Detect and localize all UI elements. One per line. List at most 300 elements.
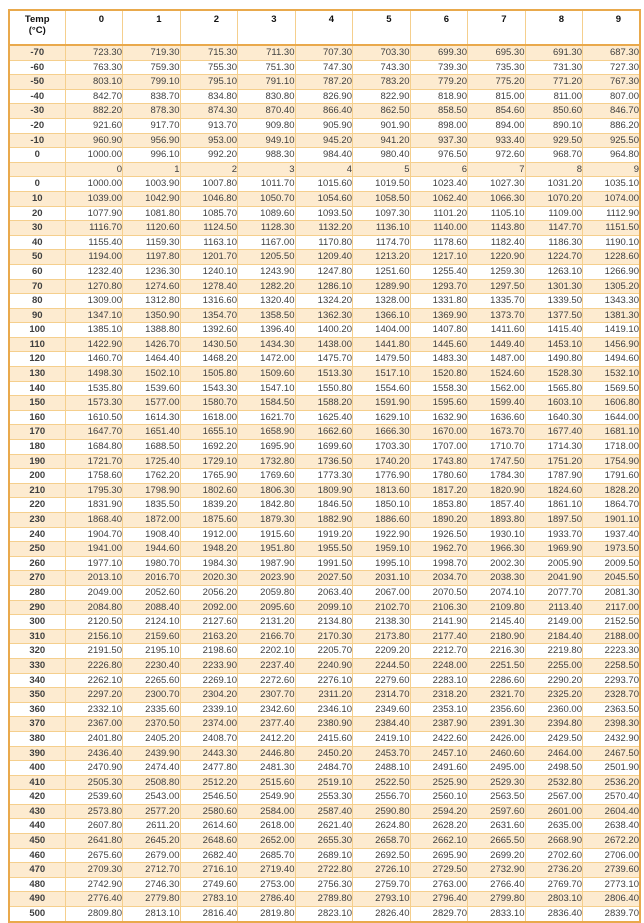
value-cell: 2038.30: [468, 571, 526, 586]
value-cell: 2749.60: [180, 877, 238, 892]
temp-cell: 110: [9, 337, 65, 352]
value-cell: 894.00: [468, 118, 526, 133]
value-cell: 2806.40: [583, 892, 641, 907]
value-cell: 1991.50: [295, 556, 353, 571]
value-cell: 2394.80: [525, 717, 583, 732]
value-cell: 2314.70: [353, 688, 411, 703]
table-row: [9, 89, 640, 104]
value-cell: 2279.60: [353, 673, 411, 688]
value-cell: 1915.60: [238, 527, 296, 542]
value-cell: 1112.90: [583, 206, 641, 221]
value-cell: 2529.30: [468, 775, 526, 790]
mid-header-cell: 8: [525, 162, 583, 177]
value-cell: 2023.90: [238, 571, 296, 586]
value-cell: 1120.60: [123, 221, 181, 236]
value-cell: 1718.00: [583, 440, 641, 455]
table-row: [9, 819, 640, 834]
value-cell: 1658.90: [238, 425, 296, 440]
value-cell: 1000.00: [65, 177, 123, 192]
value-cell: 1995.10: [353, 556, 411, 571]
value-cell: 2391.30: [468, 717, 526, 732]
value-cell: 695.30: [468, 45, 526, 60]
value-cell: 2539.60: [65, 790, 123, 805]
value-cell: 1831.90: [65, 498, 123, 513]
value-cell: 1922.90: [353, 527, 411, 542]
value-cell: 2269.10: [180, 673, 238, 688]
value-cell: 1240.10: [180, 264, 238, 279]
value-cell: 1197.80: [123, 250, 181, 265]
value-cell: 743.30: [353, 60, 411, 75]
value-cell: 775.20: [468, 75, 526, 90]
value-cell: 1795.30: [65, 483, 123, 498]
value-cell: 1966.30: [468, 542, 526, 557]
value-cell: 1331.80: [410, 294, 468, 309]
value-cell: 2374.00: [180, 717, 238, 732]
value-cell: 1031.20: [525, 177, 583, 192]
table-row: [9, 250, 640, 265]
value-cell: 2799.80: [468, 892, 526, 907]
value-cell: 2283.10: [410, 673, 468, 688]
value-cell: 1468.20: [180, 352, 238, 367]
value-cell: 1977.10: [65, 556, 123, 571]
value-cell: 2621.40: [295, 819, 353, 834]
table-row: [9, 469, 640, 484]
value-cell: 783.20: [353, 75, 411, 90]
value-cell: 2384.40: [353, 717, 411, 732]
temp-cell: 380: [9, 731, 65, 746]
value-cell: 2422.60: [410, 731, 468, 746]
value-cell: 1186.30: [525, 235, 583, 250]
value-cell: 1951.80: [238, 542, 296, 557]
value-cell: 1301.30: [525, 279, 583, 294]
value-cell: 2276.10: [295, 673, 353, 688]
value-cell: 2049.00: [65, 585, 123, 600]
value-cell: 1973.50: [583, 542, 641, 557]
value-cell: 2648.60: [180, 834, 238, 849]
mid-header-cell: 2: [180, 162, 238, 177]
value-cell: 1309.00: [65, 294, 123, 309]
value-cell: 731.30: [525, 60, 583, 75]
value-cell: 1640.30: [525, 410, 583, 425]
value-cell: 1879.30: [238, 513, 296, 528]
value-cell: 2692.50: [353, 848, 411, 863]
value-cell: 2041.90: [525, 571, 583, 586]
value-cell: 1163.10: [180, 235, 238, 250]
value-cell: 2027.50: [295, 571, 353, 586]
table-row: [9, 761, 640, 776]
value-cell: 2156.10: [65, 629, 123, 644]
value-cell: 1535.80: [65, 381, 123, 396]
value-cell: 1662.60: [295, 425, 353, 440]
value-cell: 862.50: [353, 104, 411, 119]
value-cell: 1039.00: [65, 191, 123, 206]
value-cell: 1381.30: [583, 308, 641, 323]
value-cell: 1765.90: [180, 469, 238, 484]
temp-cell: -20: [9, 118, 65, 133]
col-header-cell: 4: [295, 10, 353, 45]
value-cell: 984.40: [295, 148, 353, 163]
table-row: [9, 264, 640, 279]
value-cell: 1289.90: [353, 279, 411, 294]
value-cell: 2460.60: [468, 746, 526, 761]
value-cell: 1081.80: [123, 206, 181, 221]
value-cell: 2367.00: [65, 717, 123, 732]
value-cell: 882.20: [65, 104, 123, 119]
value-cell: 2553.30: [295, 790, 353, 805]
value-cell: 2641.80: [65, 834, 123, 849]
value-cell: 1732.80: [238, 454, 296, 469]
value-cell: 1550.80: [295, 381, 353, 396]
temp-cell: 140: [9, 381, 65, 396]
value-cell: 1347.10: [65, 308, 123, 323]
value-cell: 1400.20: [295, 323, 353, 338]
value-cell: 2120.50: [65, 615, 123, 630]
value-cell: 1449.40: [468, 337, 526, 352]
temp-cell: 440: [9, 819, 65, 834]
value-cell: 1074.00: [583, 191, 641, 206]
value-cell: 2195.10: [123, 644, 181, 659]
value-cell: 1407.80: [410, 323, 468, 338]
table-row: [9, 688, 640, 703]
value-cell: 1908.40: [123, 527, 181, 542]
value-cell: 1263.10: [525, 264, 583, 279]
value-cell: 2300.70: [123, 688, 181, 703]
value-cell: 2597.60: [468, 804, 526, 819]
value-cell: 2084.80: [65, 600, 123, 615]
table-row: [9, 556, 640, 571]
value-cell: 1464.40: [123, 352, 181, 367]
value-cell: 1479.50: [353, 352, 411, 367]
temp-cell: 490: [9, 892, 65, 907]
value-cell: 1710.70: [468, 440, 526, 455]
value-cell: 1101.20: [410, 206, 468, 221]
value-cell: 2063.40: [295, 585, 353, 600]
table-row: [9, 746, 640, 761]
temp-cell: -60: [9, 60, 65, 75]
value-cell: 2753.00: [238, 877, 296, 892]
value-cell: 1019.50: [353, 177, 411, 192]
value-cell: 1524.60: [468, 367, 526, 382]
value-cell: 2342.60: [238, 702, 296, 717]
value-cell: 1286.10: [295, 279, 353, 294]
value-cell: 972.60: [468, 148, 526, 163]
table-header: [9, 10, 640, 45]
temp-cell: 80: [9, 294, 65, 309]
value-cell: 1692.20: [180, 440, 238, 455]
value-cell: 2212.70: [410, 644, 468, 659]
table-row: [9, 337, 640, 352]
value-cell: 2360.00: [525, 702, 583, 717]
table-row: [9, 294, 640, 309]
temp-cell: -40: [9, 89, 65, 104]
value-cell: 1415.40: [525, 323, 583, 338]
value-cell: 1209.40: [295, 250, 353, 265]
temp-cell: 40: [9, 235, 65, 250]
temp-cell: 60: [9, 264, 65, 279]
value-cell: 826.90: [295, 89, 353, 104]
value-cell: 874.30: [180, 104, 238, 119]
temp-cell: 400: [9, 761, 65, 776]
value-cell: 1824.60: [525, 483, 583, 498]
value-cell: 964.80: [583, 148, 641, 163]
value-cell: 1673.70: [468, 425, 526, 440]
temp-cell: 10: [9, 191, 65, 206]
value-cell: 2255.00: [525, 658, 583, 673]
temp-cell: 300: [9, 615, 65, 630]
value-cell: 1494.60: [583, 352, 641, 367]
table-row: [9, 542, 640, 557]
value-cell: 1453.10: [525, 337, 583, 352]
value-cell: 1335.70: [468, 294, 526, 309]
temp-cell: 220: [9, 498, 65, 513]
table-wrap: [8, 9, 641, 923]
value-cell: 1136.10: [353, 221, 411, 236]
value-cell: 2519.10: [295, 775, 353, 790]
mid-header-cell: 3: [238, 162, 296, 177]
value-cell: 2304.20: [180, 688, 238, 703]
value-cell: 1116.70: [65, 221, 123, 236]
value-cell: 1599.40: [468, 396, 526, 411]
value-cell: 878.30: [123, 104, 181, 119]
value-cell: 711.30: [238, 45, 296, 60]
value-cell: 2813.10: [123, 907, 181, 922]
value-cell: 1015.60: [295, 177, 353, 192]
value-cell: 1725.40: [123, 454, 181, 469]
value-cell: 2237.40: [238, 658, 296, 673]
table-row: [9, 352, 640, 367]
value-cell: 2405.20: [123, 731, 181, 746]
value-cell: 988.30: [238, 148, 296, 163]
temp-cell: 460: [9, 848, 65, 863]
value-cell: 2307.70: [238, 688, 296, 703]
value-cell: 2173.80: [353, 629, 411, 644]
table-row: [9, 440, 640, 455]
value-cell: 1714.30: [525, 440, 583, 455]
value-cell: 2293.70: [583, 673, 641, 688]
value-cell: 1747.50: [468, 454, 526, 469]
value-cell: 1743.80: [410, 454, 468, 469]
value-cell: 1007.80: [180, 177, 238, 192]
value-cell: 1089.60: [238, 206, 296, 221]
value-cell: 976.50: [410, 148, 468, 163]
value-cell: 2106.30: [410, 600, 468, 615]
value-cell: 2205.70: [295, 644, 353, 659]
value-cell: 1509.60: [238, 367, 296, 382]
temp-cell: 500: [9, 907, 65, 922]
mid-header-cell: 0: [65, 162, 123, 177]
temp-cell: 480: [9, 877, 65, 892]
value-cell: 2756.30: [295, 877, 353, 892]
value-cell: 1614.30: [123, 410, 181, 425]
value-cell: 2488.10: [353, 761, 411, 776]
value-cell: 2081.30: [583, 585, 641, 600]
value-cell: 1396.40: [238, 323, 296, 338]
value-cell: 2495.00: [468, 761, 526, 776]
value-cell: 2141.90: [410, 615, 468, 630]
table-row: [9, 206, 640, 221]
value-cell: 1528.30: [525, 367, 583, 382]
value-cell: 1228.60: [583, 250, 641, 265]
value-cell: 2662.10: [410, 834, 468, 849]
value-cell: 2826.40: [353, 907, 411, 922]
temp-cell: 260: [9, 556, 65, 571]
value-cell: 1236.30: [123, 264, 181, 279]
value-cell: 815.00: [468, 89, 526, 104]
value-cell: 2746.30: [123, 877, 181, 892]
table-row: [9, 644, 640, 659]
value-cell: 2188.00: [583, 629, 641, 644]
value-cell: 2321.70: [468, 688, 526, 703]
value-cell: 2675.60: [65, 848, 123, 863]
value-cell: 2335.60: [123, 702, 181, 717]
value-cell: 2726.10: [353, 863, 411, 878]
value-cell: 751.30: [238, 60, 296, 75]
value-cell: 1784.30: [468, 469, 526, 484]
value-cell: 1324.20: [295, 294, 353, 309]
value-cell: 2109.80: [468, 600, 526, 615]
value-cell: 2763.00: [410, 877, 468, 892]
value-cell: 803.10: [65, 75, 123, 90]
value-cell: 2265.60: [123, 673, 181, 688]
value-cell: 2702.60: [525, 848, 583, 863]
value-cell: 1502.10: [123, 367, 181, 382]
table-row: [9, 396, 640, 411]
value-cell: 2536.20: [583, 775, 641, 790]
value-cell: 727.30: [583, 60, 641, 75]
value-cell: 1035.10: [583, 177, 641, 192]
value-cell: 1373.70: [468, 308, 526, 323]
value-cell: 1758.60: [65, 469, 123, 484]
value-cell: 1097.30: [353, 206, 411, 221]
mid-header-cell: 4: [295, 162, 353, 177]
value-cell: 1621.70: [238, 410, 296, 425]
value-cell: 2611.20: [123, 819, 181, 834]
value-cell: 2387.90: [410, 717, 468, 732]
value-cell: 1861.10: [525, 498, 583, 513]
value-cell: 909.80: [238, 118, 296, 133]
value-cell: 2594.20: [410, 804, 468, 819]
value-cell: 1456.90: [583, 337, 641, 352]
value-cell: 2446.80: [238, 746, 296, 761]
value-cell: 771.20: [525, 75, 583, 90]
col-header-cell: 9: [583, 10, 641, 45]
value-cell: 2522.50: [353, 775, 411, 790]
value-cell: 1780.60: [410, 469, 468, 484]
value-cell: 2809.80: [65, 907, 123, 922]
temp-cell: 270: [9, 571, 65, 586]
value-cell: 941.20: [353, 133, 411, 148]
value-cell: 811.00: [525, 89, 583, 104]
value-cell: 1853.80: [410, 498, 468, 513]
value-cell: 2356.60: [468, 702, 526, 717]
value-cell: 2508.80: [123, 775, 181, 790]
value-cell: 2819.80: [238, 907, 296, 922]
value-cell: 1897.50: [525, 513, 583, 528]
value-cell: 2563.50: [468, 790, 526, 805]
value-cell: 1703.30: [353, 440, 411, 455]
value-cell: 1328.00: [353, 294, 411, 309]
value-cell: 1740.20: [353, 454, 411, 469]
value-cell: 2839.70: [583, 907, 641, 922]
value-cell: 2177.40: [410, 629, 468, 644]
value-cell: 2258.50: [583, 658, 641, 673]
value-cell: 1159.30: [123, 235, 181, 250]
value-cell: 1618.00: [180, 410, 238, 425]
value-cell: 2457.10: [410, 746, 468, 761]
temp-cell: 420: [9, 790, 65, 805]
value-cell: 2833.10: [468, 907, 526, 922]
value-cell: 2719.40: [238, 863, 296, 878]
value-cell: 1278.40: [180, 279, 238, 294]
value-cell: 735.30: [468, 60, 526, 75]
value-cell: 2370.50: [123, 717, 181, 732]
value-cell: 1926.50: [410, 527, 468, 542]
value-cell: 1085.70: [180, 206, 238, 221]
value-cell: 854.60: [468, 104, 526, 119]
value-cell: 2244.50: [353, 658, 411, 673]
value-cell: 2408.70: [180, 731, 238, 746]
temp-cell: -50: [9, 75, 65, 90]
value-cell: 1266.90: [583, 264, 641, 279]
temp-cell: 180: [9, 440, 65, 455]
value-cell: 747.30: [295, 60, 353, 75]
value-cell: 1539.60: [123, 381, 181, 396]
value-cell: 699.30: [410, 45, 468, 60]
value-cell: 1729.10: [180, 454, 238, 469]
value-cell: 2484.70: [295, 761, 353, 776]
value-cell: 2240.90: [295, 658, 353, 673]
value-cell: 2570.40: [583, 790, 641, 805]
table-row: [9, 658, 640, 673]
value-cell: 795.10: [180, 75, 238, 90]
value-cell: 2590.80: [353, 804, 411, 819]
value-cell: 2601.00: [525, 804, 583, 819]
value-cell: 2722.80: [295, 863, 353, 878]
table-row: [9, 615, 640, 630]
value-cell: 2786.40: [238, 892, 296, 907]
value-cell: 1959.10: [353, 542, 411, 557]
value-cell: 1419.10: [583, 323, 641, 338]
value-cell: 1839.20: [180, 498, 238, 513]
value-cell: 2016.70: [123, 571, 181, 586]
temp-cell: 450: [9, 834, 65, 849]
value-cell: 2349.60: [353, 702, 411, 717]
table-row: [9, 863, 640, 878]
value-cell: 2546.50: [180, 790, 238, 805]
value-cell: 2045.50: [583, 571, 641, 586]
value-cell: 2059.80: [238, 585, 296, 600]
table-body: [9, 45, 640, 922]
value-cell: 2580.60: [180, 804, 238, 819]
table-row: [9, 45, 640, 60]
value-cell: 2432.90: [583, 731, 641, 746]
value-cell: 996.10: [123, 148, 181, 163]
value-cell: 2467.50: [583, 746, 641, 761]
value-cell: 1251.60: [353, 264, 411, 279]
table-row: [9, 104, 640, 119]
value-cell: 2067.00: [353, 585, 411, 600]
value-cell: 1762.20: [123, 469, 181, 484]
table-row: [9, 367, 640, 382]
value-cell: 2736.20: [525, 863, 583, 878]
temp-header-line2: (°C): [28, 25, 46, 36]
value-cell: 1182.40: [468, 235, 526, 250]
resistance-table: [8, 9, 641, 923]
value-cell: 1919.20: [295, 527, 353, 542]
value-cell: 2152.50: [583, 615, 641, 630]
mid-header-cell: 7: [468, 162, 526, 177]
table-row: [9, 877, 640, 892]
